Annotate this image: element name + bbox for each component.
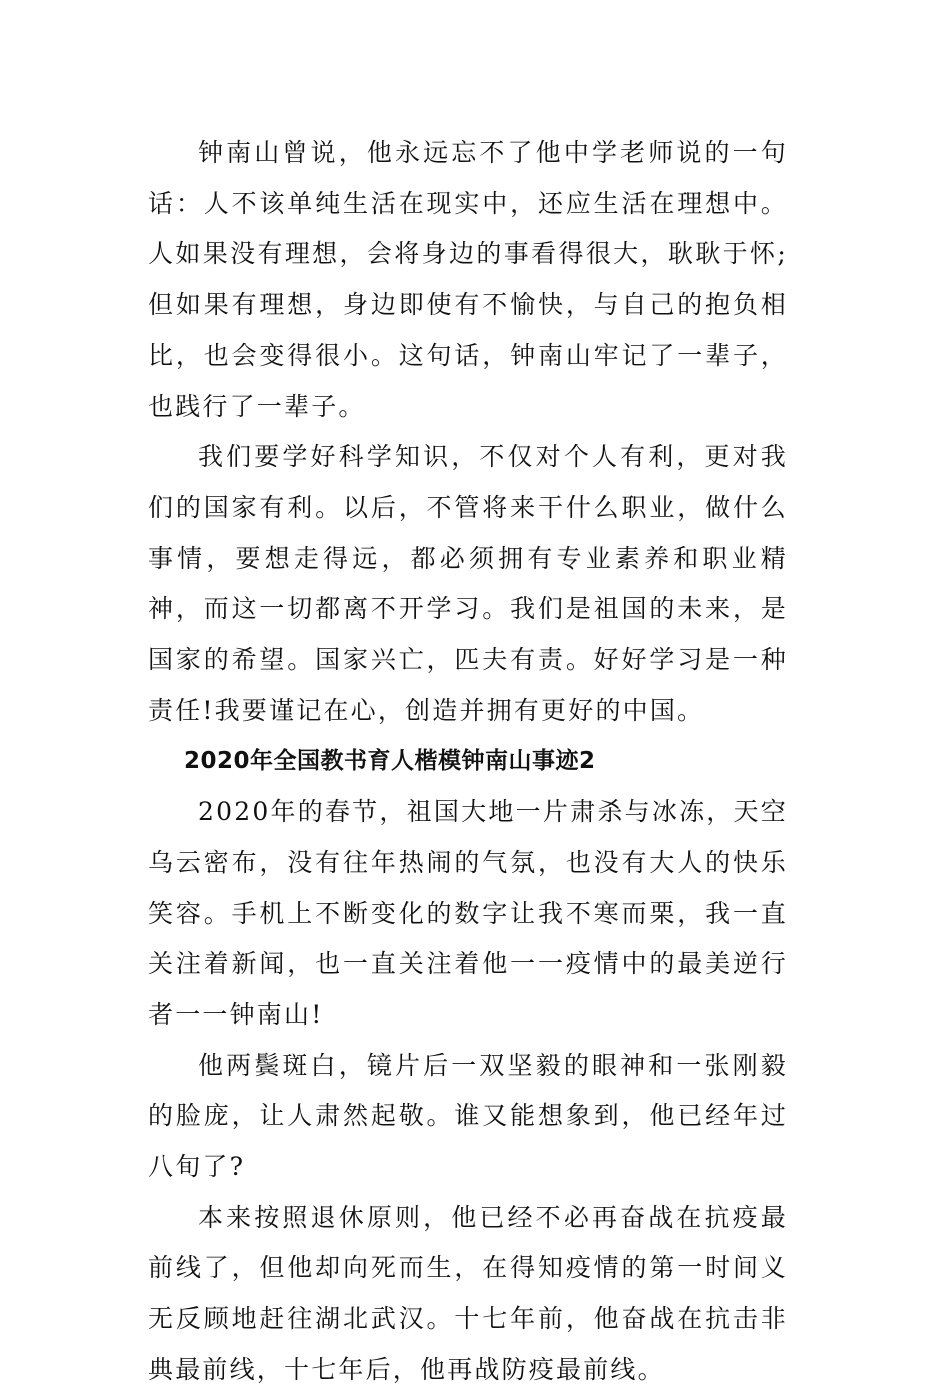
paragraph-grey-hair: 他两鬓斑白，镜片后一双坚毅的眼神和一张刚毅的脸庞，让人肃然起敬。谁又能想象到，他已经年过八旬了? [148, 1050, 788, 1182]
paragraph-front-line: 本来按照退休原则，他已经不必再奋战在抗疫最前线了，但他却向死而生，在得知疫情的第一时间义无反顾地赶往湖北武汉。十七年前，他奋战在抗击非典最前线，十七年后，他再战防疫最前线。 [148, 1202, 788, 1384]
paragraph-spring-festival: 2020年的春节，祖国大地一片肃杀与冰冻，天空乌云密布，没有往年热闹的气氛，也没有大人的快乐笑容。手机上不断变化的数字让我不寒而栗，我一直关注着新闻，也一直关注着他一一疫情中的最美逆行者一一钟南山! [148, 797, 788, 1029]
paragraph-study-science: 我们要学好科学知识，不仅对个人有利，更对我们的国家有利。以后，不管将来干什么职业，做什么事情，要想走得远，都必须拥有专业素养和职业精神，而这一切都离不开学习。我们是祖国的未来，是国家的希望。国家兴亡，匹夫有责。好好学习是一种责任!我要谨记在心，创造并拥有更好的中国。 [148, 442, 788, 725]
document-page [148, 128, 788, 1396]
paragraph-zhong-nanshan-quote: 钟南山曾说，他永远忘不了他中学老师说的一句话：人不该单纯生活在现实中，还应生活在理想中。人如果没有理想，会将身边的事看得很大，耿耿于怀;但如果有理想，身边即使有不愉快，与自己的抱负相比，也会变得很小。这句话，钟南山牢记了一辈子，也践行了一辈子。 [148, 138, 788, 421]
section-heading: 2020年全国教书育人楷模钟南山事迹2 [184, 748, 596, 775]
